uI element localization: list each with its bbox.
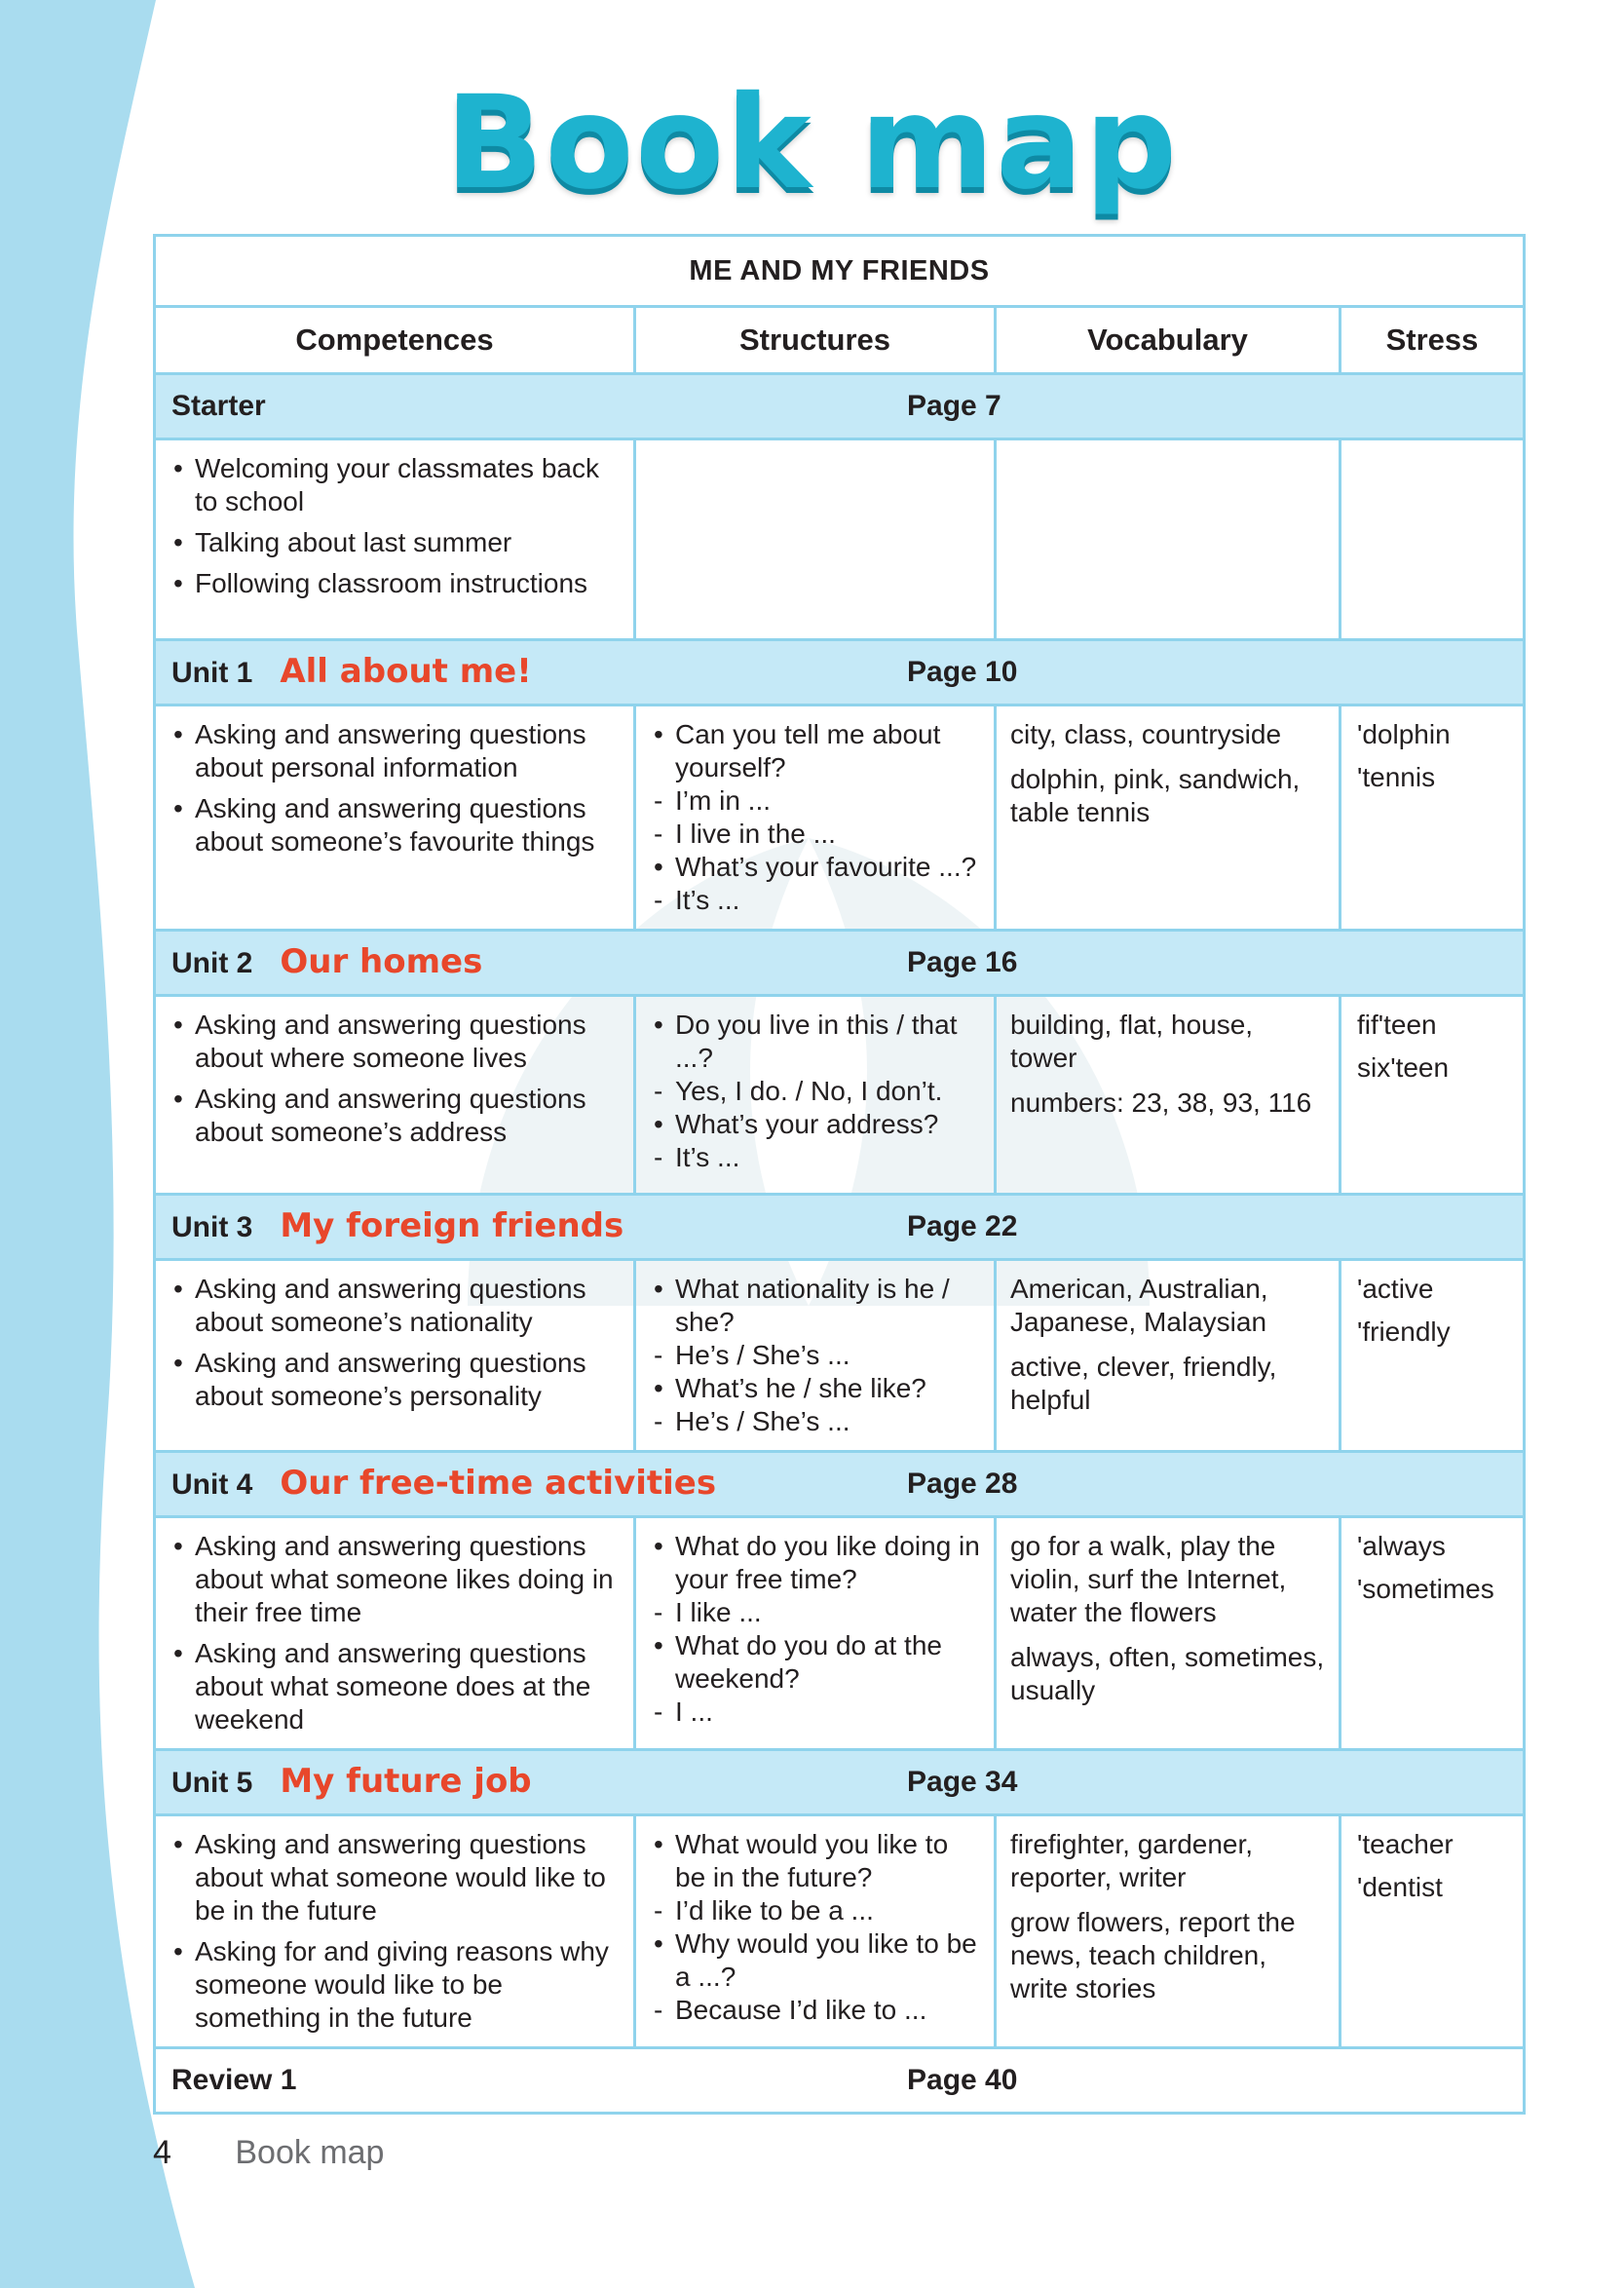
competences-cell	[155, 705, 635, 931]
stress-word: fif'teen	[1357, 1010, 1437, 1040]
unit-label	[171, 942, 483, 981]
vocabulary-line: city, class, countryside	[1010, 719, 1282, 749]
unit-label	[171, 652, 532, 691]
structure-text: He’s / She’s ...	[675, 1340, 850, 1370]
structure-item	[650, 1009, 980, 1075]
unit-header-row	[155, 1195, 1525, 1260]
structures-cell	[635, 439, 996, 640]
unit-header-row	[155, 1750, 1525, 1815]
structures-cell	[635, 1815, 996, 2048]
stress-word: 'dolphin	[1357, 719, 1451, 749]
structure-text: What do you like doing in your free time?	[675, 1531, 980, 1594]
vocabulary-line: grow flowers, report the news, teach children, write stories	[1010, 1907, 1296, 2003]
structure-text: He’s / She’s ...	[675, 1406, 850, 1436]
competence-item	[170, 1273, 620, 1339]
unit-number: Starter	[171, 390, 266, 422]
vocabulary-line: active, clever, friendly, helpful	[1010, 1352, 1277, 1415]
competence-text: Asking and answering questions about what someone would like to be in the future	[195, 1829, 606, 1926]
structure-item	[650, 718, 980, 784]
page-footer	[153, 2134, 384, 2172]
stress-word: 'always	[1357, 1531, 1446, 1561]
structure-item	[650, 1273, 980, 1339]
structure-text: What’s your address?	[675, 1109, 939, 1139]
competence-text: Asking and answering questions about someone’s nationality	[195, 1274, 586, 1337]
competence-text: Asking for and giving reasons why someone would like to be something in the future	[195, 1936, 609, 2033]
bullet-icon: •	[654, 1274, 663, 1304]
bullet-icon: •	[173, 1531, 183, 1561]
unit-content-row	[155, 1517, 1525, 1750]
structure-text: Because I’d like to ...	[675, 1995, 927, 2025]
structure-item	[650, 1405, 980, 1438]
competences-cell	[155, 1260, 635, 1452]
bullet-icon: •	[173, 793, 183, 823]
stress-word: 'dentist	[1357, 1872, 1443, 1902]
book-map-table	[153, 234, 1526, 2115]
competence-text: Asking and answering questions about someone’s address	[195, 1084, 586, 1147]
footer-label: Book map	[235, 2134, 385, 2171]
unit-number: Unit 4	[171, 1468, 253, 1501]
unit-header-row	[155, 1452, 1525, 1517]
competence-item	[170, 1935, 620, 2035]
competence-item	[170, 718, 620, 784]
unit-content-row	[155, 439, 1525, 640]
review-page: Page 40	[907, 2064, 1018, 2096]
competence-text: Asking and answering questions about someone’s personality	[195, 1348, 586, 1411]
unit-title: Our homes	[280, 942, 483, 981]
structure-item	[650, 1828, 980, 1894]
unit-label	[171, 1464, 717, 1503]
bullet-icon: •	[654, 852, 663, 882]
structure-text: What’s your favourite ...?	[675, 852, 977, 882]
bullet-icon: •	[654, 1010, 663, 1040]
unit-page-ref: Page 16	[907, 946, 1018, 978]
vocabulary-line: numbers: 23, 38, 93, 116	[1010, 1087, 1312, 1118]
stress-cell	[1341, 439, 1525, 640]
unit-header-row	[155, 640, 1525, 705]
unit-title: My foreign friends	[280, 1206, 624, 1245]
column-header-stress: Stress	[1341, 307, 1525, 374]
structure-item	[650, 1927, 980, 1994]
vocabulary-cell	[996, 1815, 1341, 2048]
table-theme: ME AND MY FRIENDS	[155, 236, 1525, 307]
unit-page-ref: Page 28	[907, 1468, 1018, 1500]
competence-text: Asking and answering questions about personal information	[195, 719, 586, 782]
vocabulary-line: go for a walk, play the violin, surf the Internet, water the flowers	[1010, 1531, 1287, 1627]
structure-text: Can you tell me about yourself?	[675, 719, 941, 782]
unit-title: Our free-time activities	[280, 1464, 717, 1503]
dash-icon: -	[654, 1406, 663, 1436]
column-header-structures: Structures	[635, 307, 996, 374]
unit-content-row	[155, 1815, 1525, 2048]
review-row	[155, 2048, 1525, 2114]
vocabulary-cell	[996, 439, 1341, 640]
column-header-competences: Competences	[155, 307, 635, 374]
bullet-icon: •	[173, 1638, 183, 1668]
structure-text: Why would you like to be a ...?	[675, 1928, 977, 1992]
structure-text: What would you like to be in the future?	[675, 1829, 949, 1892]
unit-page-ref: Page 22	[907, 1210, 1018, 1242]
unit-page-ref: Page 7	[907, 390, 1001, 422]
bullet-icon: •	[173, 719, 183, 749]
stress-cell	[1341, 705, 1525, 931]
column-header-vocabulary: Vocabulary	[996, 307, 1341, 374]
bullet-icon: •	[654, 1109, 663, 1139]
dash-icon: -	[654, 1995, 663, 2025]
stress-word: 'tennis	[1357, 762, 1436, 792]
structure-text: I live in the ...	[675, 819, 836, 849]
unit-content-row	[155, 996, 1525, 1195]
stress-cell	[1341, 1260, 1525, 1452]
structure-text: Do you live in this / that ...?	[675, 1010, 958, 1073]
bullet-icon: •	[173, 1829, 183, 1859]
structure-item	[650, 1141, 980, 1174]
vocabulary-cell	[996, 996, 1341, 1195]
structures-cell	[635, 1260, 996, 1452]
competence-item	[170, 1828, 620, 1927]
competence-item	[170, 1347, 620, 1413]
competence-item	[170, 567, 620, 600]
structure-item	[650, 884, 980, 917]
structure-item	[650, 1696, 980, 1729]
competences-cell	[155, 1517, 635, 1750]
bullet-icon: •	[173, 1348, 183, 1378]
unit-number: Unit 5	[171, 1767, 253, 1799]
bullet-icon: •	[173, 527, 183, 557]
unit-page-ref: Page 34	[907, 1766, 1018, 1798]
page-number: 4	[153, 2134, 171, 2171]
dash-icon: -	[654, 1340, 663, 1370]
competence-text: Talking about last summer	[195, 527, 512, 557]
vocabulary-cell	[996, 1517, 1341, 1750]
structure-item	[650, 1372, 980, 1405]
competence-item	[170, 792, 620, 858]
competence-text: Asking and answering questions about what someone does at the weekend	[195, 1638, 591, 1735]
bullet-icon: •	[173, 1084, 183, 1114]
structure-item	[650, 1339, 980, 1372]
dash-icon: -	[654, 819, 663, 849]
bullet-icon: •	[654, 719, 663, 749]
competence-text: Welcoming your classmates back to school	[195, 453, 599, 516]
unit-label	[171, 1762, 532, 1801]
vocabulary-line: always, often, sometimes, usually	[1010, 1642, 1325, 1705]
stress-word: 'teacher	[1357, 1829, 1454, 1859]
competence-item	[170, 526, 620, 559]
competences-cell	[155, 439, 635, 640]
structure-item	[650, 851, 980, 884]
sections-body	[155, 374, 1525, 2048]
unit-page-ref: Page 10	[907, 656, 1018, 688]
bullet-icon: •	[173, 1274, 183, 1304]
competences-cell	[155, 996, 635, 1195]
dash-icon: -	[654, 1142, 663, 1172]
competence-text: Following classroom instructions	[195, 568, 588, 598]
structure-item	[650, 1530, 980, 1596]
bullet-icon: •	[654, 1928, 663, 1959]
structure-text: I like ...	[675, 1597, 762, 1627]
structure-text: What do you do at the weekend?	[675, 1630, 942, 1694]
competence-text: Asking and answering questions about where someone lives	[195, 1010, 586, 1073]
structure-item	[650, 1108, 980, 1141]
vocabulary-cell	[996, 1260, 1341, 1452]
stress-cell	[1341, 1517, 1525, 1750]
unit-number: Unit 2	[171, 947, 253, 979]
structure-text: What’s he / she like?	[675, 1373, 926, 1403]
vocabulary-line: dolphin, pink, sandwich, table tennis	[1010, 764, 1301, 827]
unit-header-row	[155, 931, 1525, 996]
structure-item	[650, 1994, 980, 2027]
unit-title: All about me!	[280, 652, 532, 691]
bullet-icon: •	[654, 1630, 663, 1660]
stress-cell	[1341, 996, 1525, 1195]
competences-cell	[155, 1815, 635, 2048]
dash-icon: -	[654, 1076, 663, 1106]
bullet-icon: •	[173, 1010, 183, 1040]
structure-text: What nationality is he / she?	[675, 1274, 950, 1337]
structure-text: I ...	[675, 1697, 713, 1727]
column-header-row	[155, 307, 1525, 374]
structure-item	[650, 1075, 980, 1108]
dash-icon: -	[654, 1597, 663, 1627]
bullet-icon: •	[654, 1829, 663, 1859]
unit-number: Unit 1	[171, 657, 253, 689]
page-title: Book map	[445, 68, 1179, 218]
competence-text: Asking and answering questions about what someone likes doing in their free time	[195, 1531, 614, 1627]
unit-label	[171, 390, 266, 423]
structure-item	[650, 1894, 980, 1927]
unit-header-row	[155, 374, 1525, 439]
vocabulary-line: firefighter, gardener, reporter, writer	[1010, 1829, 1254, 1892]
bullet-icon: •	[654, 1373, 663, 1403]
competence-text: Asking and answering questions about someone’s favourite things	[195, 793, 595, 857]
structure-text: I’d like to be a ...	[675, 1895, 874, 1926]
structure-item	[650, 1596, 980, 1629]
structure-text: I’m in ...	[675, 785, 772, 816]
structures-cell	[635, 705, 996, 931]
bullet-icon: •	[173, 453, 183, 483]
table-title-row	[155, 236, 1525, 307]
competence-item	[170, 1637, 620, 1736]
unit-number: Unit 3	[171, 1211, 253, 1243]
dash-icon: -	[654, 1697, 663, 1727]
structures-cell	[635, 1517, 996, 1750]
stress-word: 'friendly	[1357, 1316, 1451, 1347]
unit-content-row	[155, 1260, 1525, 1452]
structure-item	[650, 784, 980, 818]
competence-item	[170, 1083, 620, 1149]
review-label: Review 1	[171, 2064, 297, 2096]
structure-text: Yes, I do. / No, I don’t.	[675, 1076, 943, 1106]
bullet-icon: •	[173, 1936, 183, 1966]
competence-item	[170, 1009, 620, 1075]
bullet-icon: •	[173, 568, 183, 598]
vocabulary-cell	[996, 705, 1341, 931]
stress-cell	[1341, 1815, 1525, 2048]
structure-item	[650, 818, 980, 851]
bullet-icon: •	[654, 1531, 663, 1561]
unit-title: My future job	[280, 1762, 532, 1801]
stress-word: 'active	[1357, 1274, 1434, 1304]
competence-item	[170, 1530, 620, 1629]
structure-text: It’s ...	[675, 885, 740, 915]
dash-icon: -	[654, 1895, 663, 1926]
dash-icon: -	[654, 785, 663, 816]
unit-content-row	[155, 705, 1525, 931]
structure-item	[650, 1629, 980, 1696]
structure-text: It’s ...	[675, 1142, 740, 1172]
vocabulary-line: building, flat, house, tower	[1010, 1010, 1254, 1073]
dash-icon: -	[654, 885, 663, 915]
stress-word: 'sometimes	[1357, 1574, 1494, 1604]
structures-cell	[635, 996, 996, 1195]
competence-item	[170, 452, 620, 518]
vocabulary-line: American, Australian, Japanese, Malaysian	[1010, 1274, 1268, 1337]
unit-label	[171, 1206, 624, 1245]
stress-word: six'teen	[1357, 1052, 1450, 1083]
